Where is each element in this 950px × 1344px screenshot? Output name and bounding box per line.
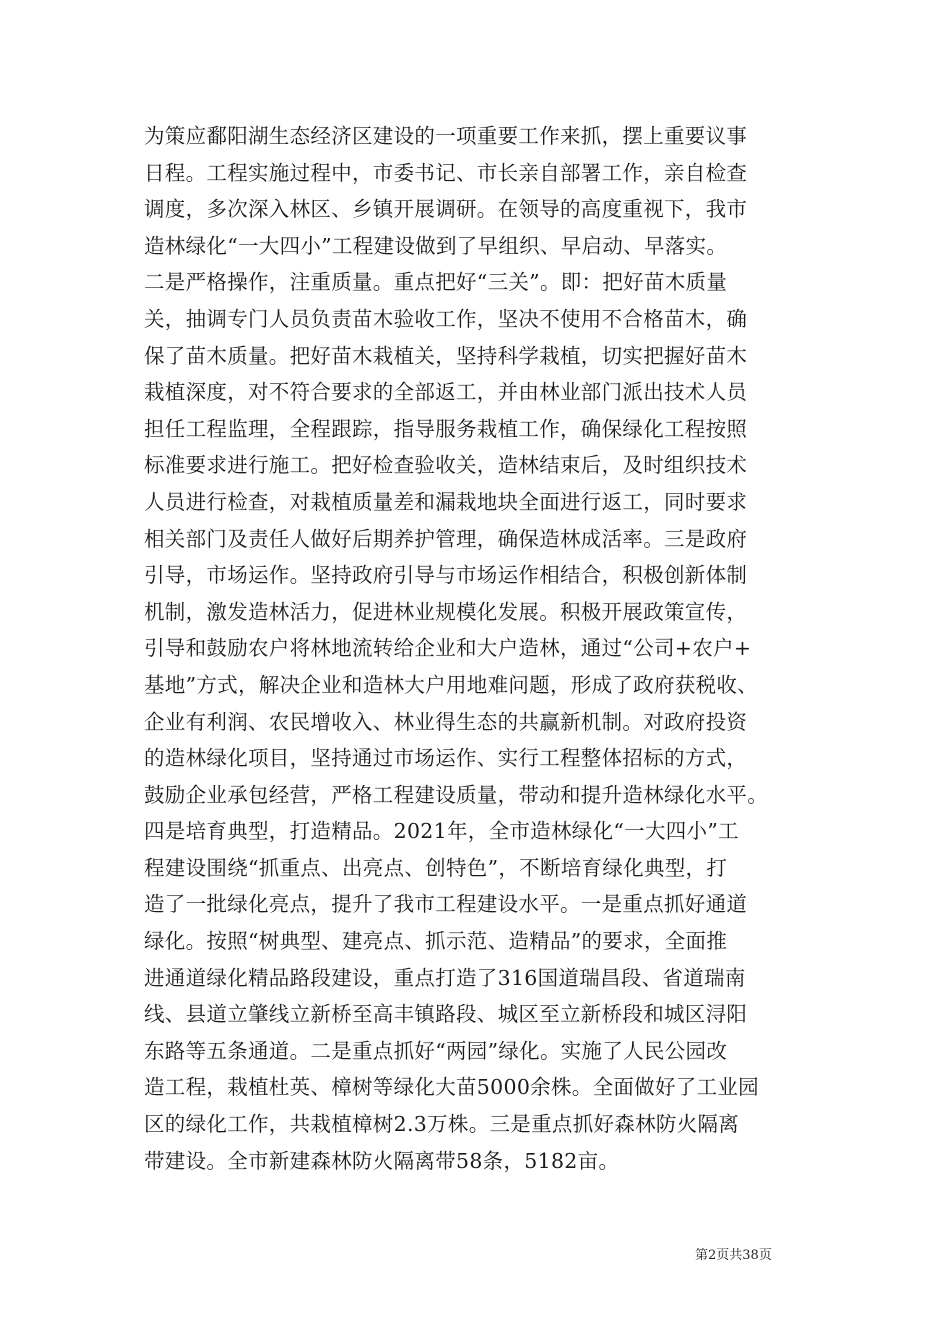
text-line: 带建设。全市新建森林防火隔离带58条，5182亩。: [144, 1148, 620, 1173]
text-line: 的造林绿化项目，坚持通过市场运作、实行工程整体招标的方式，: [144, 746, 748, 771]
text-line: 引导，市场运作。坚持政府引导与市场运作相结合，积极创新体制: [144, 563, 748, 588]
text-line: 程建设围绕“抓重点、出亮点、创特色”，不断培育绿化典型，打: [144, 855, 728, 880]
text-line: 关，抽调专门人员负责苗木验收工作，坚决不使用不合格苗木，确: [144, 306, 748, 331]
text-line: 四是培育典型，打造精品。2021年，全市造林绿化“一大四小”工: [144, 819, 739, 844]
text-line: 日程。工程实施过程中，市委书记、市长亲自部署工作，亲自检查: [144, 160, 748, 185]
text-line: 标准要求进行施工。把好检查验收关，造林结束后，及时组织技术: [144, 453, 748, 478]
text-line: 为策应鄱阳湖生态经济区建设的一项重要工作来抓，摆上重要议事: [144, 124, 748, 148]
text-line: 区的绿化工作，共栽植樟树2.3万株。三是重点抓好森林防火隔离: [144, 1112, 740, 1137]
text-line: 企业有利润、农民增收入、林业得生态的共赢新机制。对政府投资: [144, 709, 748, 734]
text-line: 调度，多次深入林区、乡镇开展调研。在领导的高度重视下，我市: [144, 197, 748, 222]
text-line: 造工程，栽植杜英、樟树等绿化大苗5000余株。全面做好了工业园: [144, 1075, 759, 1100]
text-line: 绿化。按照“树典型、建亮点、抓示范、造精品”的要求，全面推: [144, 929, 728, 954]
text-line: 人员进行检查，对栽植质量差和漏栽地块全面进行返工，同时要求: [144, 489, 748, 514]
text-line: 基地”方式，解决企业和造林大户用地难问题，形成了政府获税收、: [144, 672, 758, 697]
text-line: 造林绿化“一大四小”工程建设做到了早组织、早启动、早落实。: [144, 233, 728, 258]
text-line: 进通道绿化精品路段建设，重点打造了316国道瑞昌段、省道瑞南: [144, 965, 746, 990]
text-line: 保了苗木质量。把好苗木栽植关，坚持科学栽植，切实把握好苗木: [144, 343, 748, 368]
text-line: 鼓励企业承包经营，严格工程建设质量，带动和提升造林绿化水平。: [144, 782, 768, 807]
page-number: 第2页共38页: [695, 1248, 772, 1263]
text-line: 线、县道立肇线立新桥至高丰镇路段、城区至立新桥段和城区浔阳: [144, 1002, 748, 1027]
body-text: [144, 118, 824, 1179]
text-line: 机制，激发造林活力，促进林业规模化发展。积极开展政策宣传，: [144, 599, 748, 624]
text-line: 东路等五条通道。二是重点抓好“两园”绿化。实施了人民公园改: [144, 1038, 728, 1063]
text-line: 相关部门及责任人做好后期养护管理，确保造林成活率。三是政府: [144, 526, 748, 551]
text-line: 造了一批绿化亮点，提升了我市工程建设水平。一是重点抓好通道: [144, 892, 748, 917]
text-line: 担任工程监理，全程跟踪，指导服务栽植工作，确保绿化工程按照: [144, 416, 748, 441]
text-line: 二是严格操作，注重质量。重点把好“三关”。即：把好苗木质量: [144, 270, 728, 295]
text-line: 栽植深度，对不符合要求的全部返工，并由林业部门派出技术人员: [144, 380, 748, 405]
text-line: 引导和鼓励农户将林地流转给企业和大户造林，通过“公司+农户+: [144, 636, 752, 661]
